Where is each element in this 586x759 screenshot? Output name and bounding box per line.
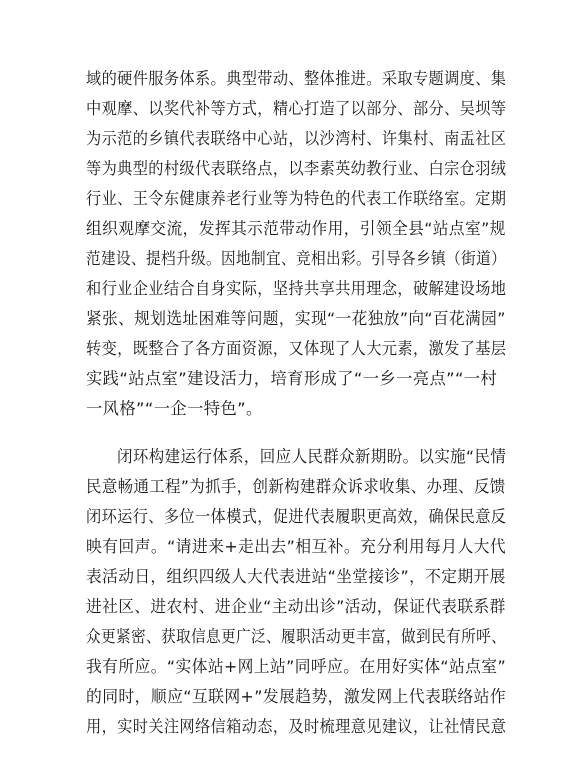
text-line: 域的硬件服务体系。典型带动、整体推进。采取专题调度、集 bbox=[86, 69, 507, 88]
text-line: 范建设、提档升级。因地制宜、竞相出彩。引导各乡镇（街道） bbox=[86, 249, 507, 268]
text-line: 民意畅通工程”为抓手，创新构建群众诉求收集、办理、反馈 bbox=[86, 477, 506, 496]
text-line: 转变，既整合了各方面资源，又体现了人大元素，激发了基层 bbox=[86, 339, 507, 358]
text-line: 闭环运行、多位一体模式，促进代表履职更高效，确保民意反 bbox=[86, 507, 507, 526]
text-line: 用，实时关注网络信箱动态，及时梳理意见建议，让社情民意 bbox=[86, 717, 507, 736]
text-line: 为示范的乡镇代表联络中心站，以沙湾村、许集村、南盂社区 bbox=[86, 129, 507, 148]
text-line: 行业、王令东健康养老行业等为特色的代表工作联络室。定期 bbox=[86, 189, 507, 208]
text-line: 一风格”“一企一特色”。 bbox=[86, 399, 263, 418]
text-line: 映有回声。“请进来+走出去”相互补。充分利用每月人大代 bbox=[86, 537, 507, 556]
text-line: 进社区、进农村、进企业“主动出诊”活动，保证代表联系群 bbox=[86, 597, 506, 616]
text-line: 我有所应。“实体站+网上站”同呼应。在用好实体“站点室” bbox=[86, 657, 507, 676]
text-line: 的同时，顺应“互联网+”发展趋势，激发网上代表联络站作 bbox=[86, 687, 507, 706]
text-line: 众更紧密、获取信息更广泛、履职活动更丰富，做到民有所呼、 bbox=[86, 627, 507, 646]
text-line: 实践“站点室”建设活力，培育形成了“一乡一亮点”“一村 bbox=[86, 369, 498, 388]
text-line: 和行业企业结合自身实际，坚持共享共用理念，破解建设场地 bbox=[86, 279, 507, 298]
text-line: 中观摩、以奖代补等方式，精心打造了以部分、部分、吴坝等 bbox=[86, 99, 507, 118]
text-line: 闭环构建运行体系，回应人民群众新期盼。以实施“民情 bbox=[117, 447, 507, 466]
text-line: 表活动日，组织四级人大代表进站“坐堂接诊”，不定期开展 bbox=[86, 567, 506, 586]
text-line: 组织观摩交流，发挥其示范带动作用，引领全县“站点室”规 bbox=[86, 219, 506, 238]
text-line: 等为典型的村级代表联络点，以李素英幼教行业、白宗仓羽绒 bbox=[86, 159, 507, 178]
text-line: 紧张、规划选址困难等问题，实现“一花独放”向“百花满园” bbox=[86, 309, 506, 328]
